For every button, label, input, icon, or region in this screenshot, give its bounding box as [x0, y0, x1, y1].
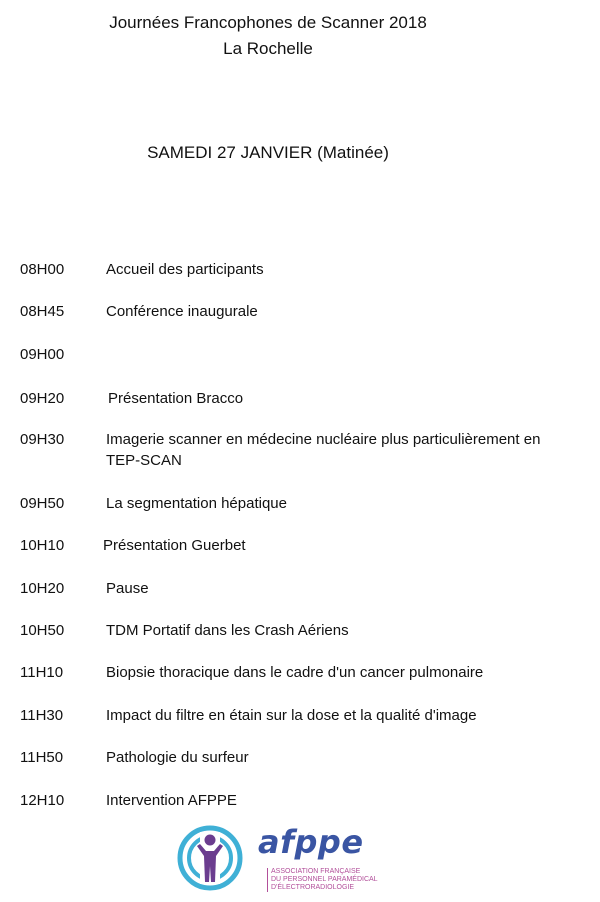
- event-title: Journées Francophones de Scanner 2018: [109, 13, 427, 32]
- schedule-time: 12H10: [20, 792, 65, 809]
- schedule-label: Biopsie thoracique dans le cadre d'un cancer pulmonaire: [106, 664, 484, 681]
- schedule-label: Présentation Bracco: [108, 390, 244, 407]
- schedule-label: Pause: [106, 580, 149, 597]
- page-title: [0, 12, 536, 34]
- schedule-time: 08H45: [20, 303, 65, 320]
- schedule-time: 10H10: [20, 537, 65, 554]
- schedule-time: 11H10: [20, 664, 64, 681]
- afppe-subtitle-line: ASSOCIATION FRANÇAISE: [271, 868, 361, 875]
- schedule-time: 11H30: [20, 707, 64, 724]
- schedule-time: 09H00: [20, 346, 65, 363]
- schedule-label: La segmentation hépatique: [106, 495, 287, 512]
- schedule-time: 09H50: [20, 495, 65, 512]
- schedule-time: 11H50: [20, 749, 64, 766]
- schedule-label: TDM Portatif dans les Crash Aériens: [106, 622, 349, 639]
- afppe-wordmark: afppe: [258, 823, 364, 861]
- schedule-time: 09H20: [20, 390, 65, 407]
- event-location: La Rochelle: [223, 39, 313, 58]
- schedule-time: 10H20: [20, 580, 65, 597]
- schedule-label: Accueil des participants: [106, 261, 264, 278]
- afppe-subtitle: [267, 868, 401, 892]
- schedule-time: 08H00: [20, 261, 65, 278]
- schedule-time: 10H50: [20, 622, 65, 639]
- schedule-label: Impact du filtre en étain sur la dose et la qualité d'image: [106, 707, 477, 724]
- afppe-emblem-icon: [175, 822, 245, 892]
- schedule-time: 09H30: [20, 431, 65, 448]
- afppe-logo: [175, 822, 395, 898]
- afppe-subtitle-line: D'ÉLECTRORADIOLOGIE: [271, 884, 355, 891]
- schedule-label: Intervention AFPPE: [106, 792, 237, 809]
- schedule-label: Pathologie du surfeur: [106, 749, 249, 766]
- schedule-label: Présentation Guerbet: [103, 537, 246, 554]
- schedule-label: Imagerie scanner en médecine nucléaire plus particulièrement en TEP-SCAN: [106, 431, 541, 469]
- afppe-subtitle-line: DU PERSONNEL PARAMÉDICAL: [271, 876, 378, 883]
- schedule-label: Conférence inaugurale: [106, 303, 258, 320]
- day-heading: SAMEDI 27 JANVIER (Matinée): [147, 143, 389, 162]
- event-location-block: [0, 38, 536, 60]
